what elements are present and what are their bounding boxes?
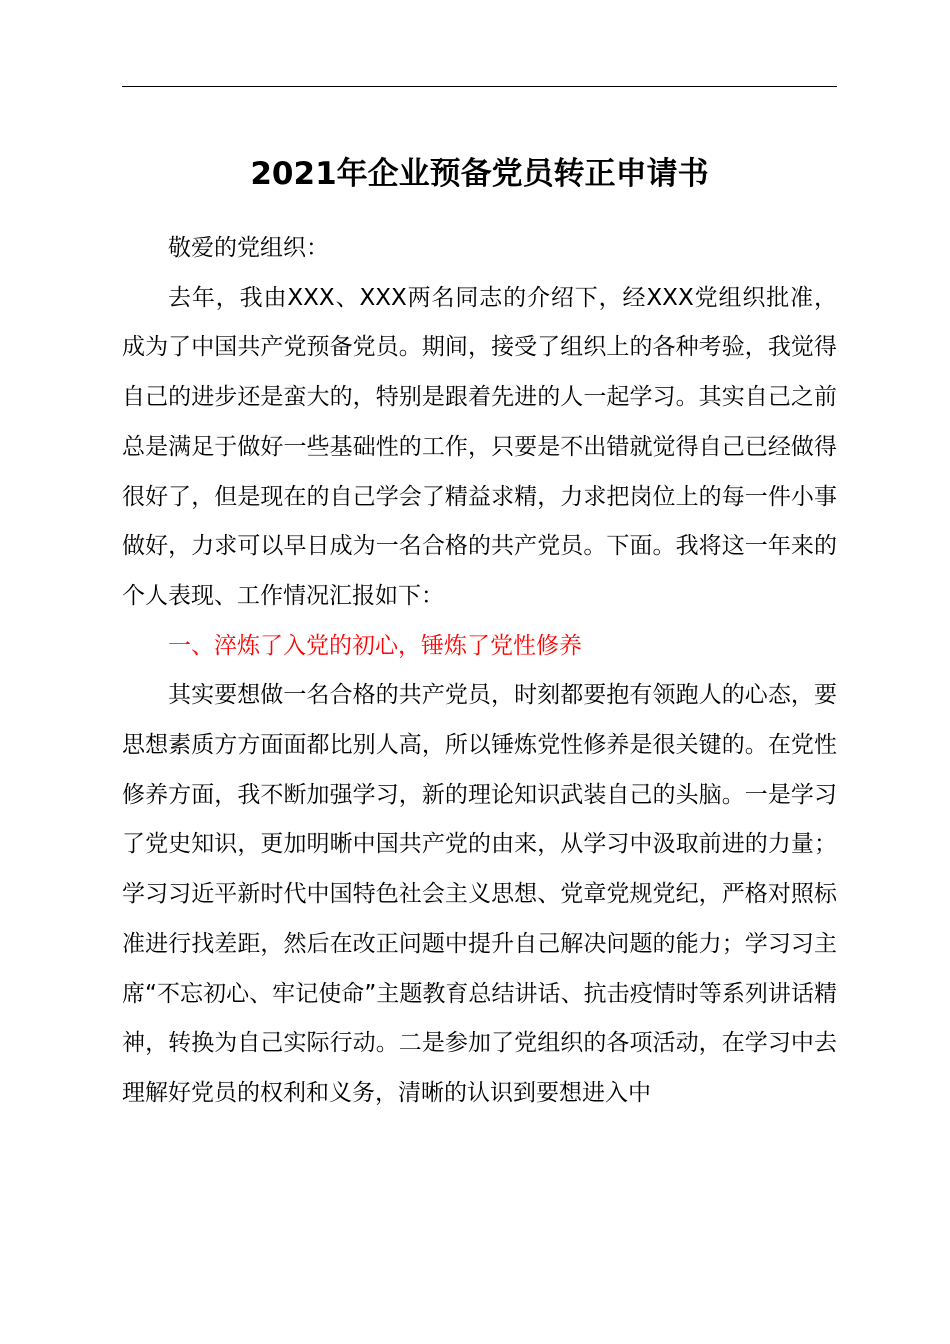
document-body: [122, 224, 837, 1119]
salutation: 敬爱的党组织：: [168, 235, 329, 261]
header-rule: [122, 86, 837, 87]
document-title: 2021年企业预备党员转正申请书: [250, 156, 709, 192]
intro-paragraph: 去年，我由XXX、XXX两名同志的介绍下，经XXX党组织批准，成为了中国共产党预备党员。期间，接受了组织上的各种考验，我觉得自己的进步还是蛮大的，特别是跟着先进的人一起学习。其实自己之前总是满足于做好一些基础性的工作，只要是不出错就觉得自己已经做得很好了，但是现在的自己学会了精益求精，力求把岗位上的每一件小事做好，力求可以早日成为一名合格的共产党员。下面。我将这一年来的个人表现、工作情况汇报如下：: [122, 284, 837, 609]
section-paragraph: 其实要想做一名合格的共产党员，时刻都要抱有领跑人的心态，要思想素质方方面面都比别人高，所以锤炼党性修养是很关键的。在党性修养方面，我不断加强学习，新的理论知识武装自己的头脑。一是学习了党史知识，更加明晰中国共产党的由来，从学习中汲取前进的力量；学习习近平新时代中国特色社会主义思想、党章党规党纪，严格对照标准进行找差距，然后在改正问题中提升自己解决问题的能力；学习习主席“不忘初心、牢记使命”主题教育总结讲话、抗击疫情时等系列讲话精神，转换为自己实际行动。二是参加了党组织的各项活动，在学习中去理解好党员的权利和义务，清晰的认识到要想进入中: [122, 682, 837, 1106]
section-heading: 一、淬炼了入党的初心，锤炼了党性修养: [168, 632, 582, 659]
